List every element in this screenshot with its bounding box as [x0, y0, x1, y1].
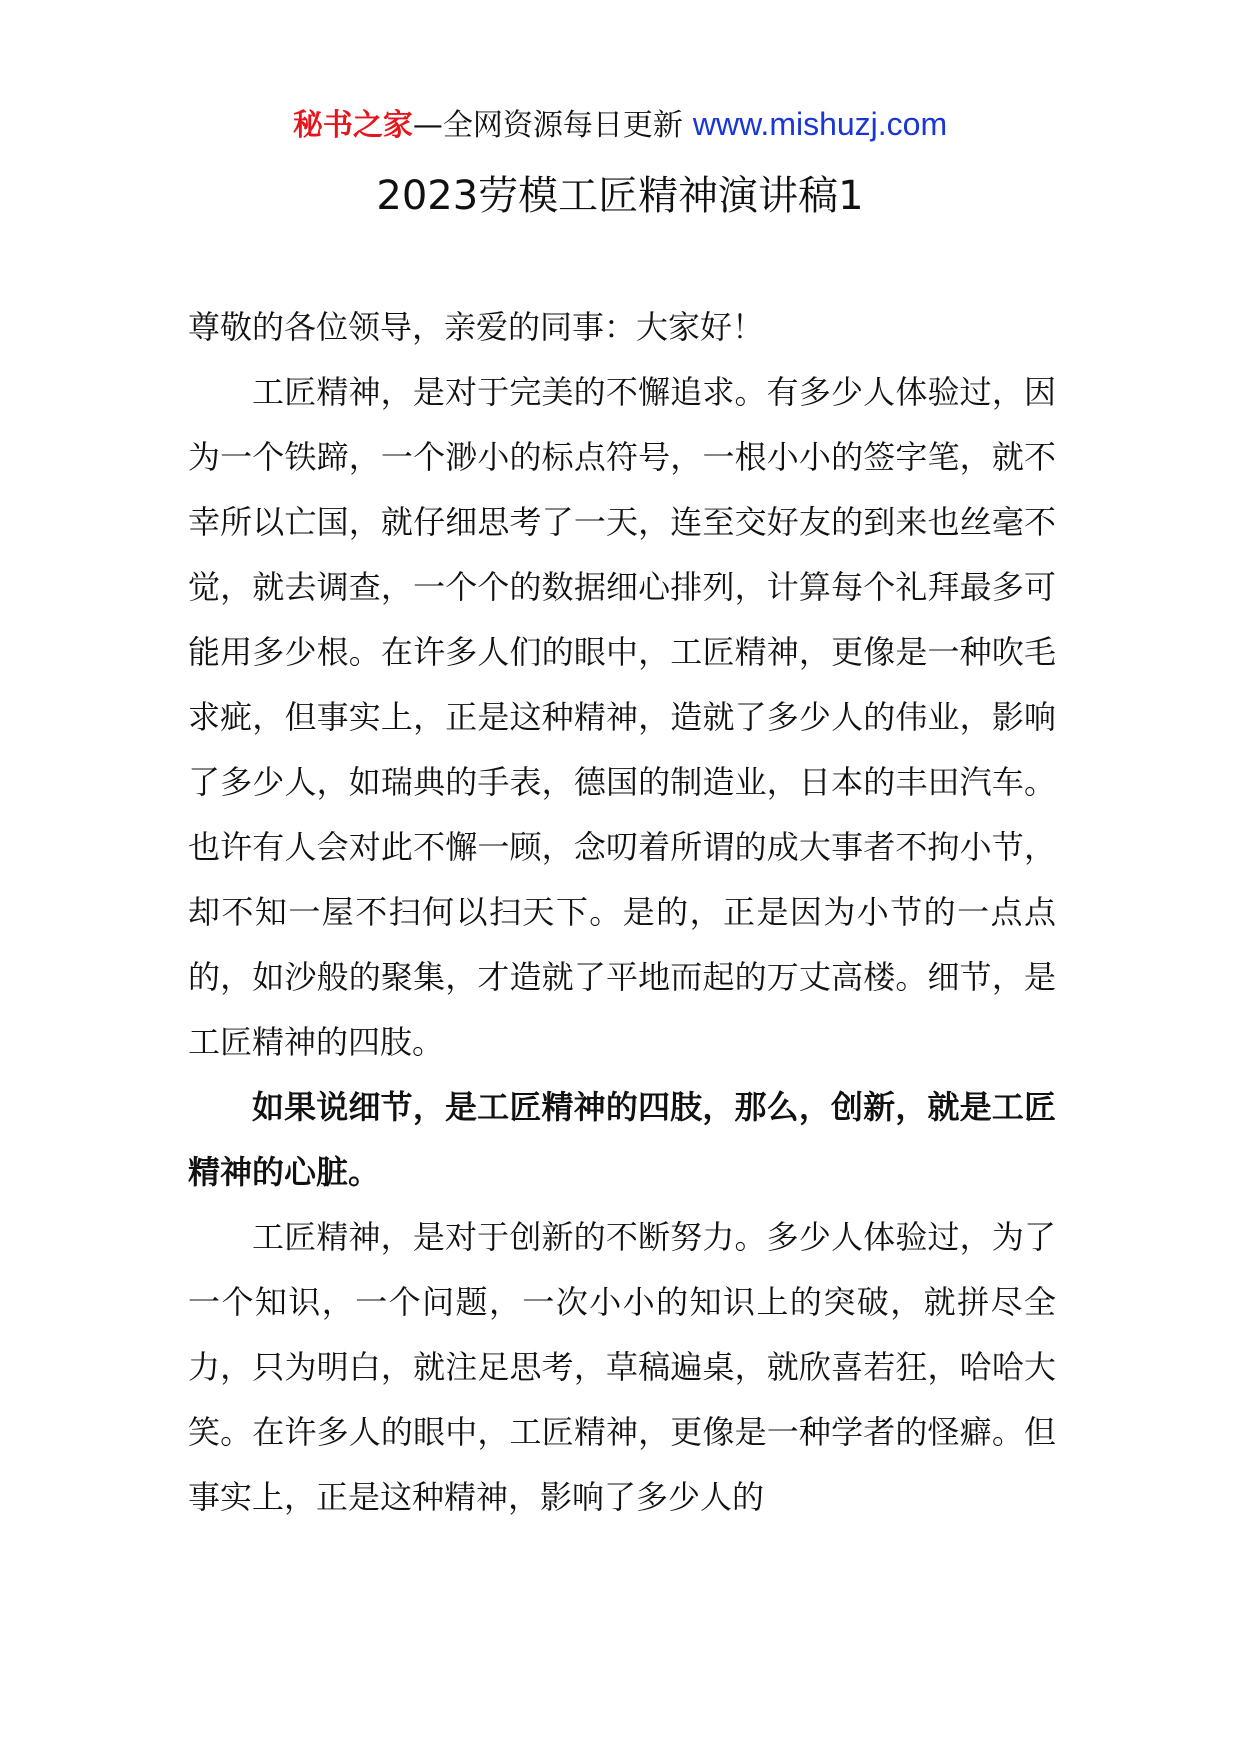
- document-body: [188, 295, 1056, 1530]
- document-title: 2023劳模工匠精神演讲稿1: [376, 173, 864, 219]
- body-paragraph: 工匠精神，是对于完美的不懈追求。有多少人体验过，因为一个铁蹄，一个渺小的标点符号，一根小小的签字笔，就不幸所以亡国，就仔细思考了一天，连至交好友的到来也丝毫不觉，就去调查，一个个的数据细心排列，计算每个礼拜最多可能用多少根。在许多人们的眼中，工匠精神，更像是一种吹毛求疵，但事实上，正是这种精神，造就了多少人的伟业，影响了多少人，如瑞典的手表，德国的制造业，日本的丰田汽车。也许有人会对此不懈一顾，念叨着所谓的成大事者不拘小节，却不知一屋不扫何以扫天下。是的，正是因为小节的一点点的，如沙般的聚集，才造就了平地而起的万丈高楼。细节，是工匠精神的四肢。: [188, 373, 1056, 1061]
- header-tagline: —全网资源每日更新: [412, 108, 683, 143]
- bold-heading-paragraph: 如果说细节，是工匠精神的四肢，那么，创新，就是工匠精神的心脏。: [188, 1088, 1056, 1191]
- body-paragraph: 工匠精神，是对于创新的不断努力。多少人体验过，为了一个知识，一个问题，一次小小的知识上的突破，就拼尽全力，只为明白，就注足思考，草稿遍桌，就欣喜若狂，哈哈大笑。在许多人的眼中，工匠精神，更像是一种学者的怪癖。但事实上，正是这种精神，影响了多少人的: [188, 1218, 1056, 1516]
- greeting-paragraph: 尊敬的各位领导，亲爱的同事：大家好！: [188, 308, 765, 346]
- site-header: [0, 100, 1240, 150]
- site-url-link[interactable]: www.mishuzj.com: [692, 106, 948, 142]
- brand-name: 秘书之家: [292, 108, 413, 143]
